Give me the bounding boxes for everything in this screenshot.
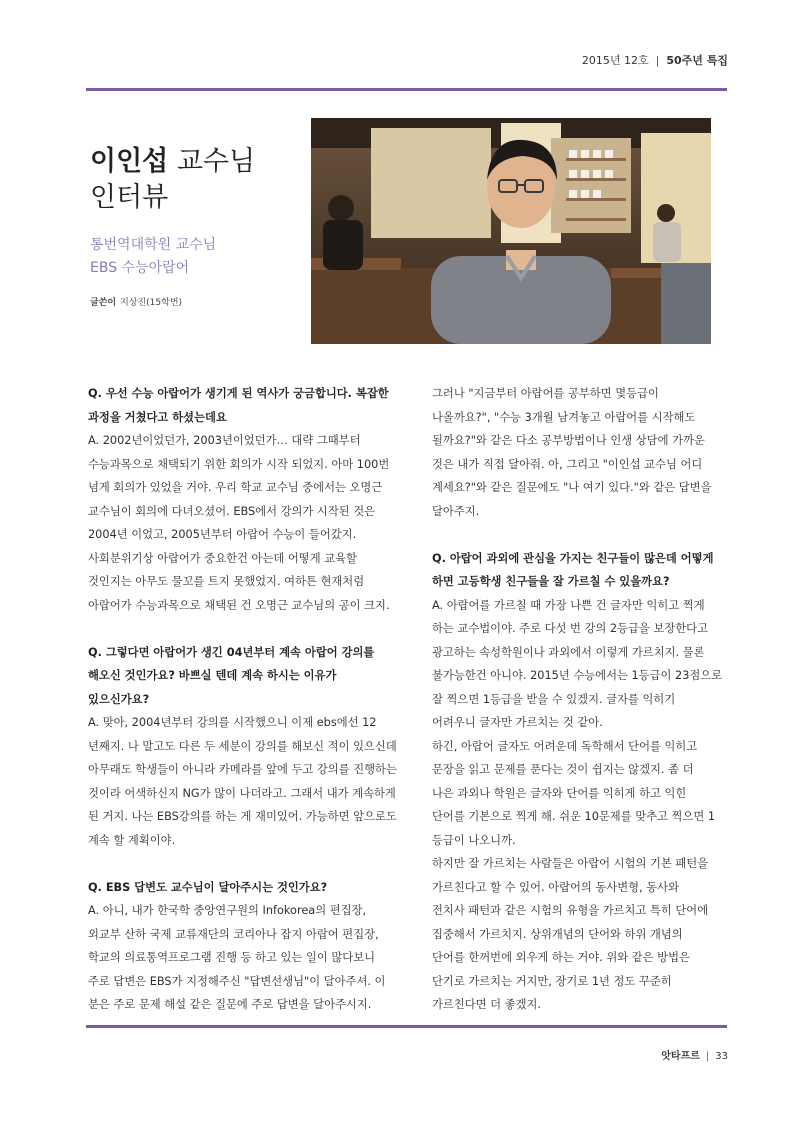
question-line: 과정을 거쳤다고 하셨는데요 (88, 410, 227, 424)
answer-line: 하지만 잘 가르치는 사람들은 아랍어 시험의 기본 패턴을 (432, 857, 709, 870)
answer-line: 그러나 "지금부터 아랍어를 공부하면 몇등급이 (432, 387, 659, 400)
answer-line: 광고하는 속성학원이나 과외에서 이렇게 가르치지. 물론 (432, 645, 705, 659)
answer-line: 것이라 어색하신지 NG가 많이 나더라고. 그래서 내가 계속하게 (88, 786, 396, 800)
right-column (432, 382, 734, 1017)
interview-photo (311, 118, 711, 344)
left-column (88, 382, 416, 1017)
question-line: Q. 우선 수능 아랍어가 생기게 된 역사가 궁금합니다. 복잡한 (88, 387, 389, 400)
header-divider: | (655, 54, 660, 67)
answer-line: 아랍어가 수능과목으로 채택된 건 오명근 교수님의 공이 크지. (88, 598, 390, 612)
answer-line: 분은 주로 문제 해설 같은 질문에 주로 답변을 달아주시지. (88, 998, 372, 1011)
answer-line: 나올까요?", "수능 3개월 남겨놓고 아랍어를 시작해도 (432, 410, 696, 424)
subtitle-line1: 통번역대학원 교수님 (90, 237, 217, 253)
answer-line: 하는 교수법이야. 주로 다섯 번 강의 2등급을 보장한다고 (432, 622, 708, 635)
issue-label: 2015년 12호 (581, 54, 649, 67)
byline-author: 지상진(15학번) (120, 298, 183, 308)
footer-brand: 앗타프르 (661, 1051, 700, 1062)
footer-divider: | (705, 1051, 710, 1062)
cafe-scene-image (311, 118, 711, 344)
answer-line: 잘 찍으면 1등급을 받을 수 있겠지. 글자를 익히기 (432, 692, 676, 706)
answer-line: 주로 답변은 EBS가 지정해주신 "답변선생님"이 달아주셔. 이 (88, 974, 386, 988)
paragraph-gap (88, 617, 416, 641)
answer-line: 될까요?"와 같은 다소 공부방법이나 인생 상담에 가까운 (432, 434, 705, 447)
bottom-rule (86, 1025, 727, 1028)
question-line: Q. 아랍어 과외에 관심을 가지는 친구들이 많은데 어떻게 (432, 551, 714, 565)
answer-line: 사회분위기상 아랍어가 중요한건 아는데 어떻게 교육할 (88, 551, 357, 565)
question-line: 하면 고등학생 친구들을 잘 가르칠 수 있을까요? (432, 575, 670, 588)
byline (90, 295, 182, 308)
title-line2: 인터뷰 (90, 182, 169, 213)
answer-line: 학교의 의료통역프로그램 진행 등 하고 있는 일이 많다보니 (88, 951, 376, 964)
answer-line: 넘게 회의가 있었을 거야. 우리 학교 교수님 중에서는 오명근 (88, 481, 383, 494)
top-rule (86, 88, 727, 91)
answer-line: 달아주지. (432, 504, 480, 518)
answer-line: 단기로 가르치는 거지만, 장기로 1년 정도 꾸준히 (432, 974, 672, 988)
paragraph-gap (432, 523, 734, 547)
answer-line: 아무래도 학생들이 아니라 카메라를 앞에 두고 강의를 진행하는 (88, 763, 397, 776)
question-line: 해오신 것인가요? 바쁘실 텐데 계속 하시는 이유가 (88, 669, 337, 682)
article-subtitle (90, 234, 216, 280)
answer-line: 하긴, 아랍어 글자도 어려운데 독학해서 단어를 익히고 (432, 739, 698, 753)
answer-line: A. 아니, 내가 한국학 중앙연구원의 Infokorea의 편집장, (88, 904, 367, 917)
answer-line: 문장을 읽고 문제를 푼다는 것이 쉽지는 않겠지. 좀 더 (432, 763, 694, 776)
question-line: Q. 그렇다면 아랍어가 생긴 04년부터 계속 아랍어 강의를 (88, 645, 375, 659)
article-title (90, 144, 255, 216)
answer-line: 것인지는 아무도 물꼬를 트지 못했었지. 여하튼 현재처럼 (88, 575, 365, 588)
answer-line: 단어를 한꺼번에 외우게 하는 거야. 위와 같은 방법은 (432, 951, 690, 964)
answer-line: 가르친다면 더 좋겠지. (432, 998, 541, 1011)
byline-label: 글쓴이 (90, 298, 117, 308)
answer-line: 된 거지. 나는 EBS강의를 하는 게 재미있어. 가능하면 앞으로도 (88, 810, 397, 823)
section-label: 50주년 특집 (666, 54, 728, 67)
answer-line: A. 아랍어를 가르칠 때 가장 나쁜 건 글자만 익히고 찍게 (432, 598, 705, 612)
answer-line: A. 맞아, 2004년부터 강의를 시작했으니 이제 ebs에선 12 (88, 716, 377, 729)
question-line: 있으신가요? (88, 692, 150, 706)
page-number: 33 (715, 1051, 728, 1062)
answer-line: 집중해서 가르치지. 상위개념의 단어와 하위 개념의 (432, 927, 683, 941)
page-footer (661, 1047, 728, 1062)
answer-line: 수능과목으로 채택되기 위한 회의가 시작 되었지. 아마 100번 (88, 457, 390, 471)
answer-line: 교수님이 회의에 다녀오셨어. EBS에서 강의가 시작된 것은 (88, 504, 376, 518)
page-header (582, 52, 728, 68)
answer-line: 년째지. 나 말고도 다른 두 세분이 강의를 해보신 적이 있으신데 (88, 739, 397, 753)
paragraph-gap (88, 852, 416, 876)
title-name: 이인섭 (90, 146, 169, 177)
answer-line: 계세요?"와 같은 질문에도 "나 여기 있다."와 같은 답변을 (432, 481, 712, 494)
answer-line: 계속 할 계획이야. (88, 833, 176, 847)
answer-line: 외교부 산하 국제 교류재단의 코리아나 잡지 아랍어 편집장, (88, 927, 379, 941)
question-line: Q. EBS 답변도 교수님이 달아주시는 것인가요? (88, 880, 328, 894)
answer-line: 어려우니 글자만 가르치는 것 같아. (432, 716, 603, 729)
answer-line: 단어를 기본으로 찍게 해. 쉬운 10문제를 맞추고 찍으면 1 (432, 810, 716, 823)
answer-line: 2004년 이었고, 2005년부터 아랍어 수능이 들어갔지. (88, 528, 357, 541)
answer-line: 등급이 나오니까. (432, 833, 516, 847)
answer-line: 나은 과외나 학원은 글자와 단어를 익히게 하고 익힌 (432, 786, 687, 800)
answer-line: 불가능한건 아니야. 2015년 수능에서는 1등급이 23점으로 (432, 669, 723, 682)
answer-line: 전치사 패턴과 같은 시험의 유형을 가르치고 특히 단어에 (432, 904, 709, 917)
answer-line: 것은 내가 직접 달아줘. 아, 그리고 "이인섭 교수님 어디 (432, 457, 703, 471)
subtitle-line2: EBS 수능아랍어 (90, 260, 190, 276)
answer-line: 가르친다고 할 수 있어. 아랍어의 동사변형, 동사와 (432, 880, 679, 894)
answer-line: A. 2002년이었던가, 2003년이었던가… 대략 그때부터 (88, 434, 361, 447)
title-suffix: 교수님 (168, 146, 256, 177)
